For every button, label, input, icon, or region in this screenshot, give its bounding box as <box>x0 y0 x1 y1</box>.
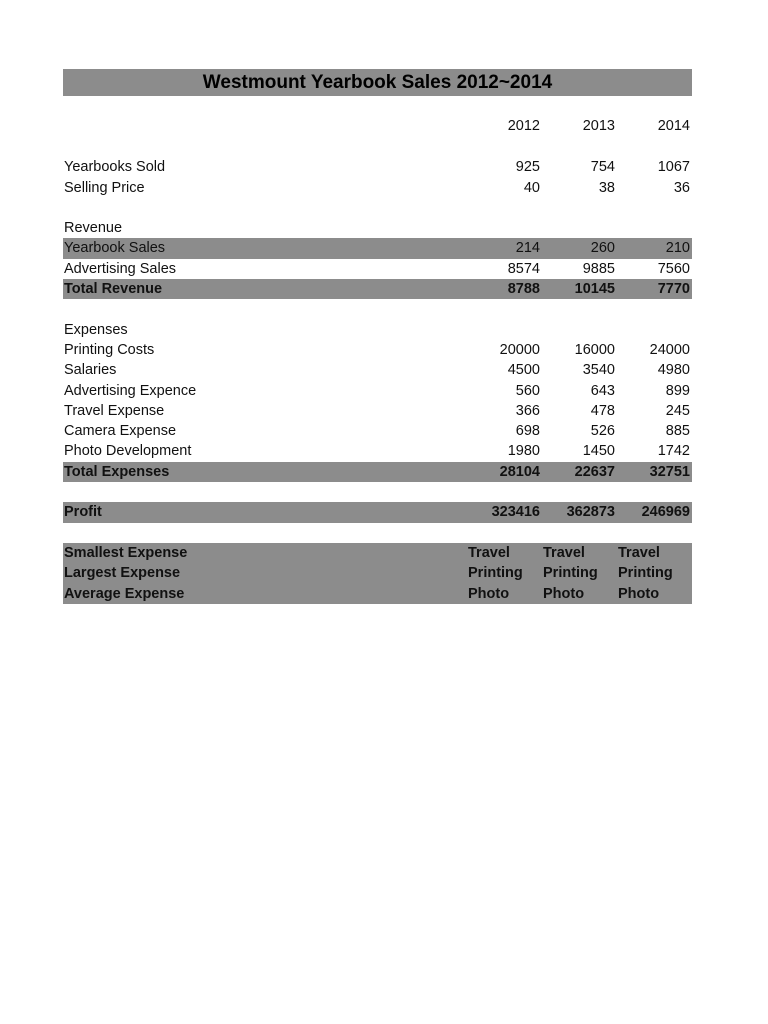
cell-2014: 246969 <box>641 504 690 521</box>
cell-2014: 1742 <box>657 443 690 460</box>
cell-2012: 8574 <box>507 260 540 277</box>
total-revenue-row <box>63 279 692 299</box>
section-heading: Expenses <box>64 321 128 338</box>
cell-2014: 32751 <box>649 463 690 480</box>
cell-2014: 36 <box>673 179 690 196</box>
cell-2014: Printing <box>618 565 673 582</box>
row-label: Smallest Expense <box>64 544 188 561</box>
year-2012-header: 2012 <box>507 118 540 134</box>
cell-2013: 16000 <box>574 341 615 358</box>
smallest-expense-row <box>63 543 692 563</box>
row-label: Printing Costs <box>64 341 155 358</box>
photo-development-row <box>63 441 692 461</box>
row-label: Total Expenses <box>64 463 170 480</box>
cell-2013: 478 <box>590 402 615 419</box>
cell-2012: 214 <box>515 240 540 257</box>
cell-2013: 260 <box>590 240 615 257</box>
row-label: Salaries <box>64 362 117 379</box>
yearbook-sales-row <box>63 238 692 258</box>
sheet-title: Westmount Yearbook Sales 2012~2014 <box>63 69 692 96</box>
cell-2013: 22637 <box>574 463 615 480</box>
cell-2014: 1067 <box>657 159 690 176</box>
cell-2012: 4500 <box>507 362 540 379</box>
year-header-row <box>63 116 692 136</box>
revenue-heading-row <box>63 218 692 238</box>
cell-2012: Printing <box>468 565 523 582</box>
cell-2012: 8788 <box>507 281 540 298</box>
cell-2013: 38 <box>598 179 615 196</box>
advertising-expence-row <box>63 381 692 401</box>
cell-2014: Travel <box>618 544 660 561</box>
cell-2012: 698 <box>515 423 540 440</box>
row-label: Advertising Expence <box>64 382 197 399</box>
cell-2013: Travel <box>543 544 585 561</box>
cell-2013: 643 <box>590 382 615 399</box>
cell-2012: 28104 <box>499 463 540 480</box>
row-label: Photo Development <box>64 443 192 460</box>
cell-2013: 362873 <box>566 504 615 521</box>
row-label: Average Expense <box>64 585 185 602</box>
cell-2013: 526 <box>590 423 615 440</box>
row-label: Travel Expense <box>64 402 165 419</box>
travel-expense-row <box>63 401 692 421</box>
spreadsheet <box>63 69 692 604</box>
row-label: Yearbook Sales <box>64 240 166 257</box>
row-label: Largest Expense <box>64 565 181 582</box>
cell-2013: 754 <box>590 159 615 176</box>
cell-2014: 7560 <box>657 260 690 277</box>
cell-2014: 210 <box>665 240 690 257</box>
cell-2012: 20000 <box>499 341 540 358</box>
row-label: Total Revenue <box>64 281 163 298</box>
printing-costs-row <box>63 340 692 360</box>
advertising-sales-row <box>63 259 692 279</box>
salaries-row <box>63 360 692 380</box>
camera-expense-row <box>63 421 692 441</box>
year-2013-header: 2013 <box>582 118 615 134</box>
profit-row <box>63 502 692 522</box>
cell-2012: 925 <box>515 159 540 176</box>
cell-2012: 560 <box>515 382 540 399</box>
row-label: Camera Expense <box>64 423 177 440</box>
largest-expense-row <box>63 563 692 583</box>
row-label: Advertising Sales <box>64 260 177 277</box>
cell-2012: 1980 <box>507 443 540 460</box>
section-heading: Revenue <box>64 220 123 237</box>
cell-2013: 1450 <box>582 443 615 460</box>
cell-2013: 10145 <box>574 281 615 298</box>
year-2014-header: 2014 <box>657 118 690 134</box>
cell-2014: 885 <box>665 423 690 440</box>
cell-2014: 899 <box>665 382 690 399</box>
selling-price-row <box>63 178 692 198</box>
cell-2012: 323416 <box>491 504 540 521</box>
row-label: Yearbooks Sold <box>64 159 166 176</box>
cell-2014: 4980 <box>657 362 690 379</box>
total-expenses-row <box>63 462 692 482</box>
cell-2014: Photo <box>618 585 660 602</box>
cell-2014: 7770 <box>657 281 690 298</box>
cell-2013: 3540 <box>582 362 615 379</box>
cell-2013: 9885 <box>582 260 615 277</box>
cell-2014: 24000 <box>649 341 690 358</box>
cell-2012: Travel <box>468 544 510 561</box>
yearbooks-sold-row <box>63 157 692 177</box>
cell-2012: Photo <box>468 585 510 602</box>
cell-2013: Printing <box>543 565 598 582</box>
cell-2012: 40 <box>523 179 540 196</box>
average-expense-row <box>63 584 692 604</box>
row-label: Profit <box>64 504 102 521</box>
cell-2014: 245 <box>665 402 690 419</box>
expenses-heading-row <box>63 320 692 340</box>
row-label: Selling Price <box>64 179 145 196</box>
cell-2013: Photo <box>543 585 585 602</box>
cell-2012: 366 <box>515 402 540 419</box>
